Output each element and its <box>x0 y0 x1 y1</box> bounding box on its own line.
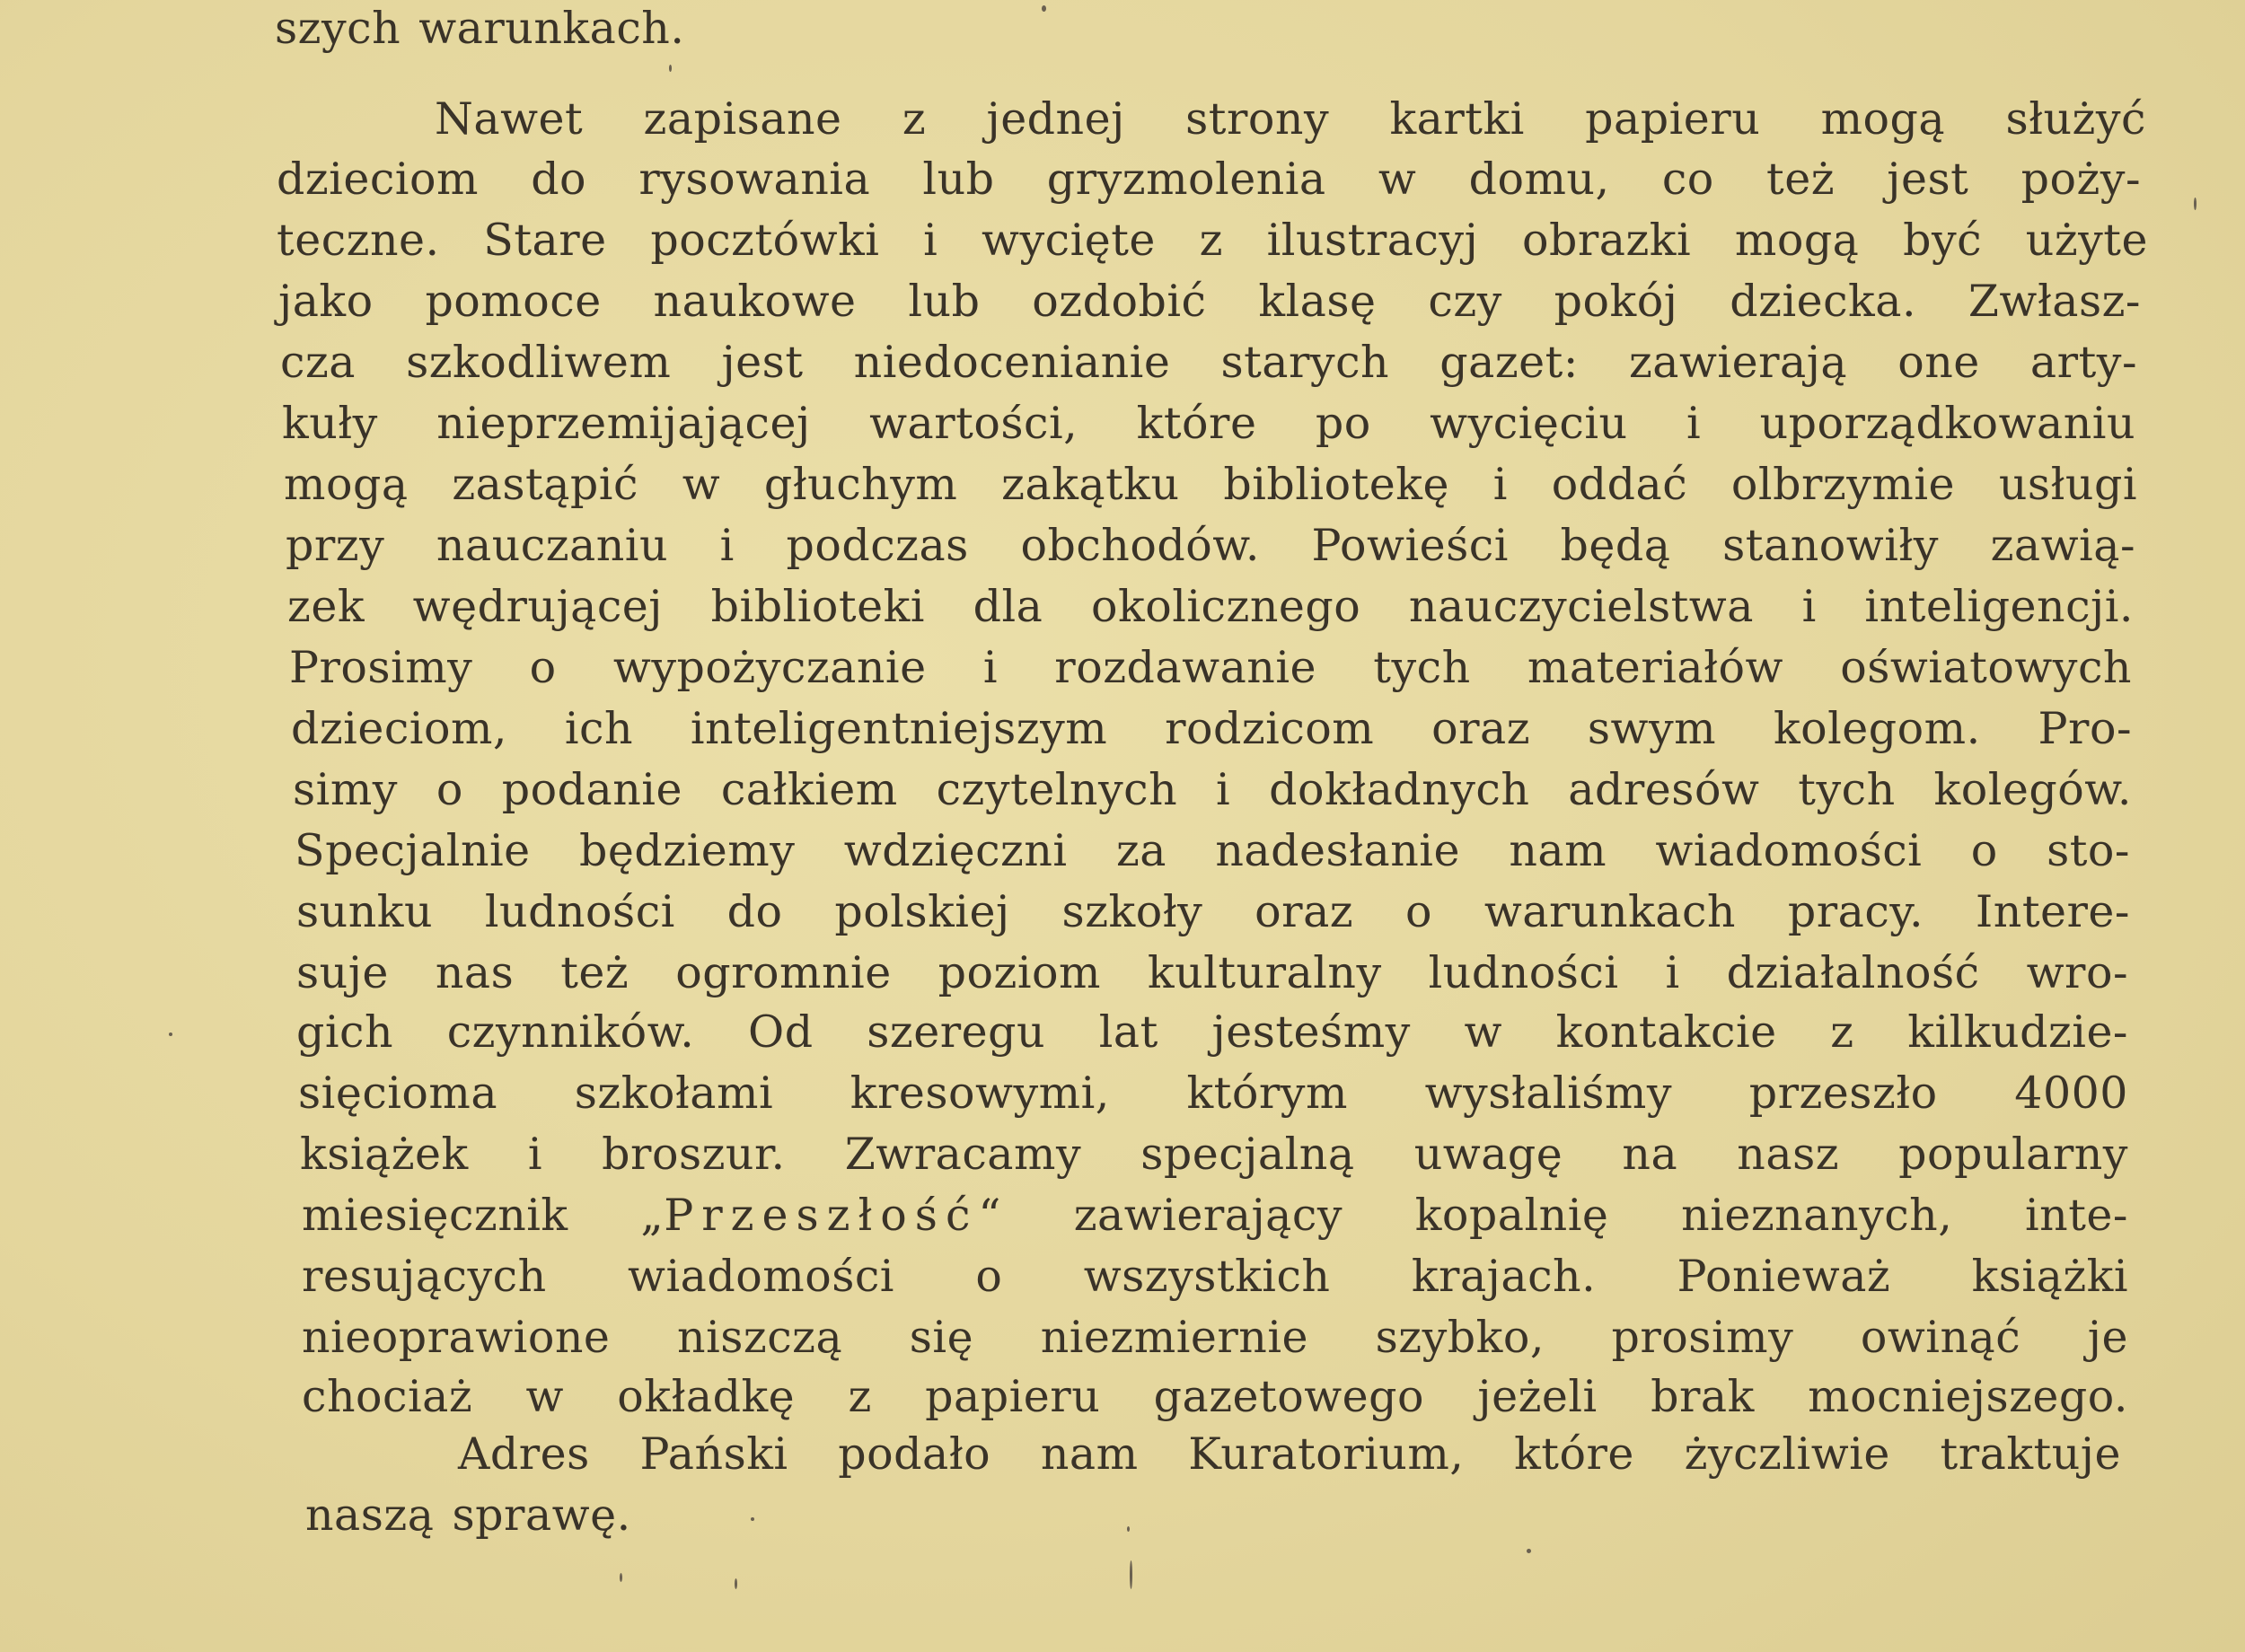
text-line: jako pomoce naukowe lub ozdobić klasę czy pokój dziecka. Zwłasz- <box>278 276 2141 327</box>
text-line: Specjalnie będziemy wdzięczni za nadesłanie nam wiadomości o sto- <box>295 825 2130 876</box>
paper-speck <box>751 1517 754 1521</box>
paper-speck <box>1042 5 1046 12</box>
text-line: mogą zastąpić w głuchym zakątku bibliotekę i oddać olbrzymie usługi <box>284 459 2137 510</box>
text-line: sunku ludności do polskiej szkoły oraz o warunkach pracy. Intere- <box>296 886 2130 937</box>
text-line: cza szkodliwem jest niedocenianie starych gazet: zawierają one arty- <box>280 337 2137 388</box>
text-line: przy nauczaniu i podczas obchodów. Powieści będą stanowiły zawią- <box>286 520 2135 571</box>
paper-speck <box>1130 1560 1132 1589</box>
paper-speck <box>169 1032 172 1036</box>
text-line: zek wędrującej biblioteki dla okolicznego nauczycielstwa i inteligencji. <box>287 581 2134 632</box>
text-line: nieoprawione niszczą się niezmiernie szybko, prosimy owinąć je <box>302 1312 2128 1363</box>
text-line: resujących wiadomości o wszystkich krajach. Ponieważ książki <box>302 1251 2128 1302</box>
text-line: chociaż w okładkę z papieru gazetowego jeżeli brak mocniejszego. <box>302 1371 2128 1422</box>
text-line: Adres Pański podało nam Kuratorium, które życzliwie traktuje <box>458 1428 2121 1480</box>
text-line: kuły nieprzemijającej wartości, które po wycięciu i uporządkowaniu <box>282 398 2135 449</box>
text-line: simy o podanie całkiem czytelnych i dokładnych adresów tych kolegów. <box>293 764 2132 815</box>
text-line: Prosimy o wypożyczanie i rozdawanie tych materiałów oświatowych <box>289 642 2132 693</box>
text-line: dzieciom do rysowania lub gryzmolenia w domu, co też jest poży- <box>277 154 2141 205</box>
text-line: sięcioma szkołami kresowymi, którym wysłaliśmy przeszło 4000 <box>298 1068 2128 1119</box>
text-line-przeszlosc <box>302 1189 2128 1243</box>
text-line: szych warunkach. <box>275 3 685 54</box>
text-line: gich czynników. Od szeregu lat jesteśmy w kontakcie z kilkudzie- <box>296 1006 2128 1058</box>
text-line: dzieciom, ich inteligentniejszym rodzicom oraz swym kolegom. Pro- <box>291 703 2132 754</box>
text-line: Nawet zapisane z jednej strony kartki papieru mogą służyć <box>435 93 2146 145</box>
text-line: teczne. Stare pocztówki i wycięte z ilustracyj obrazki mogą być użyte <box>277 215 2148 266</box>
text-fragment: “ zawierający kopalnię nieznanych, inte- <box>978 1190 2128 1241</box>
text-line: naszą sprawę. <box>305 1489 631 1541</box>
text-line: suje nas też ogromnie poziom kulturalny ludności i działalność wro- <box>296 947 2128 998</box>
paper-speck <box>735 1578 737 1589</box>
paper-speck <box>1127 1526 1130 1532</box>
paper-speck <box>620 1573 622 1582</box>
text-line: książek i broszur. Zwracamy specjalną uwagę na nasz popularny <box>300 1129 2128 1180</box>
paper-speck <box>1527 1549 1531 1553</box>
text-fragment: miesięcznik „ <box>302 1190 665 1241</box>
paper-speck <box>669 65 672 72</box>
periodical-title: Przeszłość <box>664 1190 979 1241</box>
paper-speck <box>2194 198 2197 210</box>
